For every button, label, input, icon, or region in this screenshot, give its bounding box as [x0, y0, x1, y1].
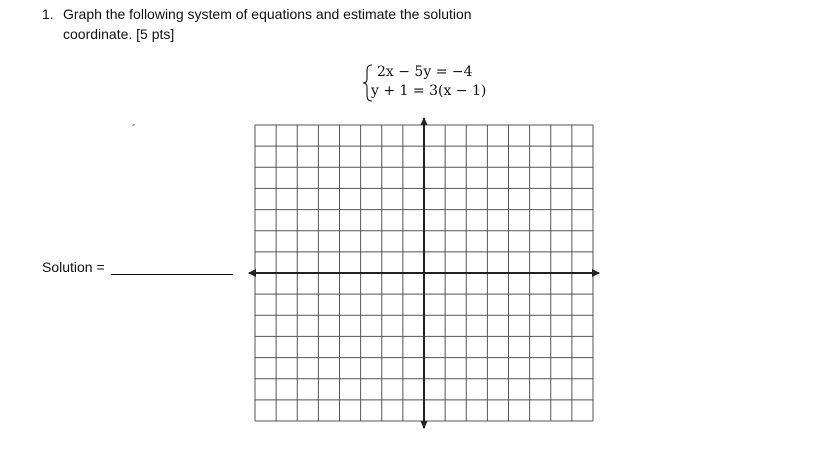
question-number: 1.	[42, 6, 54, 22]
solution-answer-blank[interactable]	[111, 274, 233, 275]
equation-1: 2x − 5y = −4	[377, 64, 473, 80]
solution-label: Solution =	[42, 259, 105, 275]
question-line-1: Graph the following system of equations and estimate the solution	[63, 6, 472, 22]
coordinate-grid[interactable]	[248, 116, 600, 430]
x-axis-left-arrow-icon	[248, 269, 256, 277]
equation-2: y + 1 = 3(x − 1)	[371, 83, 487, 99]
stray-mark: ´	[132, 122, 136, 136]
coordinate-grid-svg[interactable]	[248, 116, 600, 430]
y-axis-down-arrow-icon	[421, 421, 428, 429]
x-axis-right-arrow-icon	[592, 269, 600, 277]
equation-system	[362, 64, 502, 104]
y-axis-up-arrow-icon	[421, 117, 428, 125]
question-line-2: coordinate. [5 pts]	[63, 26, 175, 42]
